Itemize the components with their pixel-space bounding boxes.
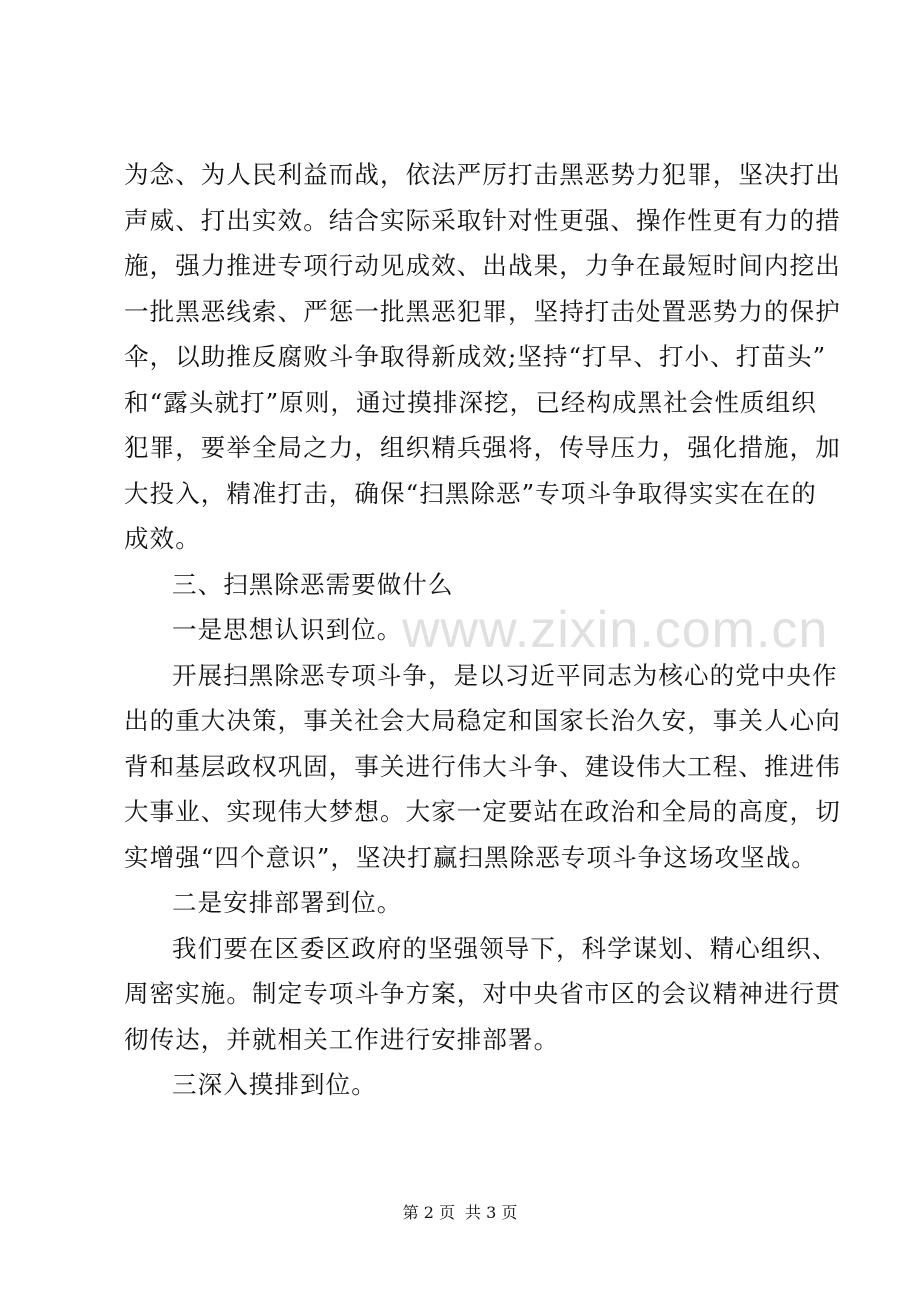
page-number: 第 2 页 (402, 1203, 455, 1222)
body-line: 和“露头就打”原则，通过摸排深挖，已经构成黑社会性质组织 (124, 387, 817, 417)
body-line: 大投入，精准打击，确保“扫黑除恶”专项斗争取得实实在在的 (124, 478, 817, 508)
body-line: 背和基层政权巩固，事关进行伟大斗争、建设伟大工程、推进伟 (124, 751, 841, 781)
paragraph-start-line: 我们要在区委区政府的坚强领导下，科学谋划、精心组织、 (172, 933, 838, 963)
page-total: 共 3 页 (465, 1203, 518, 1222)
subheading: 一是思想认识到位。 (172, 615, 403, 644)
body-line: 伞，以助推反腐败斗争取得新成效;坚持“打早、打小、打苗头” (124, 342, 827, 371)
body-line: 彻传达，并就相关工作进行安排部署。 (124, 1024, 560, 1054)
body-line: 施，强力推进专项行动见成效、出战果，力争在最短时间内挖出 (124, 251, 841, 280)
body-line: 成效。 (124, 524, 201, 553)
body-line: 出的重大决策，事关社会大局稳定和国家长治久安，事关人心向 (124, 706, 841, 735)
body-line: 一批黑恶线索、严惩一批黑恶犯罪，坚持打击处置恶势力的保护 (124, 296, 841, 326)
body-line: 周密实施。制定专项斗争方案，对中央省市区的会议精神进行贯 (124, 979, 841, 1008)
body-line: 为念、为人民利益而战，依法严厉打击黑恶势力犯罪，坚决打出 (124, 160, 841, 189)
body-line: 实增强“四个意识”，坚决打赢扫黑除恶专项斗争这场攻坚战。 (124, 842, 817, 872)
subheading: 二是安排部署到位。 (172, 888, 403, 917)
body-line: 大事业、实现伟大梦想。大家一定要站在政治和全局的高度，切 (124, 797, 841, 826)
document-body (124, 152, 841, 1108)
section-heading: 三、扫黑除恶需要做什么 (172, 569, 454, 599)
watermark: www.zixin.com.cn (402, 601, 829, 659)
paragraph-start-line: 开展扫黑除恶专项斗争，是以习近平同志为核心的党中央作 (172, 660, 838, 690)
body-line: 声威、打出实效。结合实际采取针对性更强、操作性更有力的措 (124, 205, 841, 235)
body-line: 犯罪，要举全局之力，组织精兵强将，传导压力，强化措施，加 (124, 433, 841, 462)
subheading: 三深入摸排到位。 (172, 1070, 377, 1099)
page-footer (0, 1200, 920, 1223)
